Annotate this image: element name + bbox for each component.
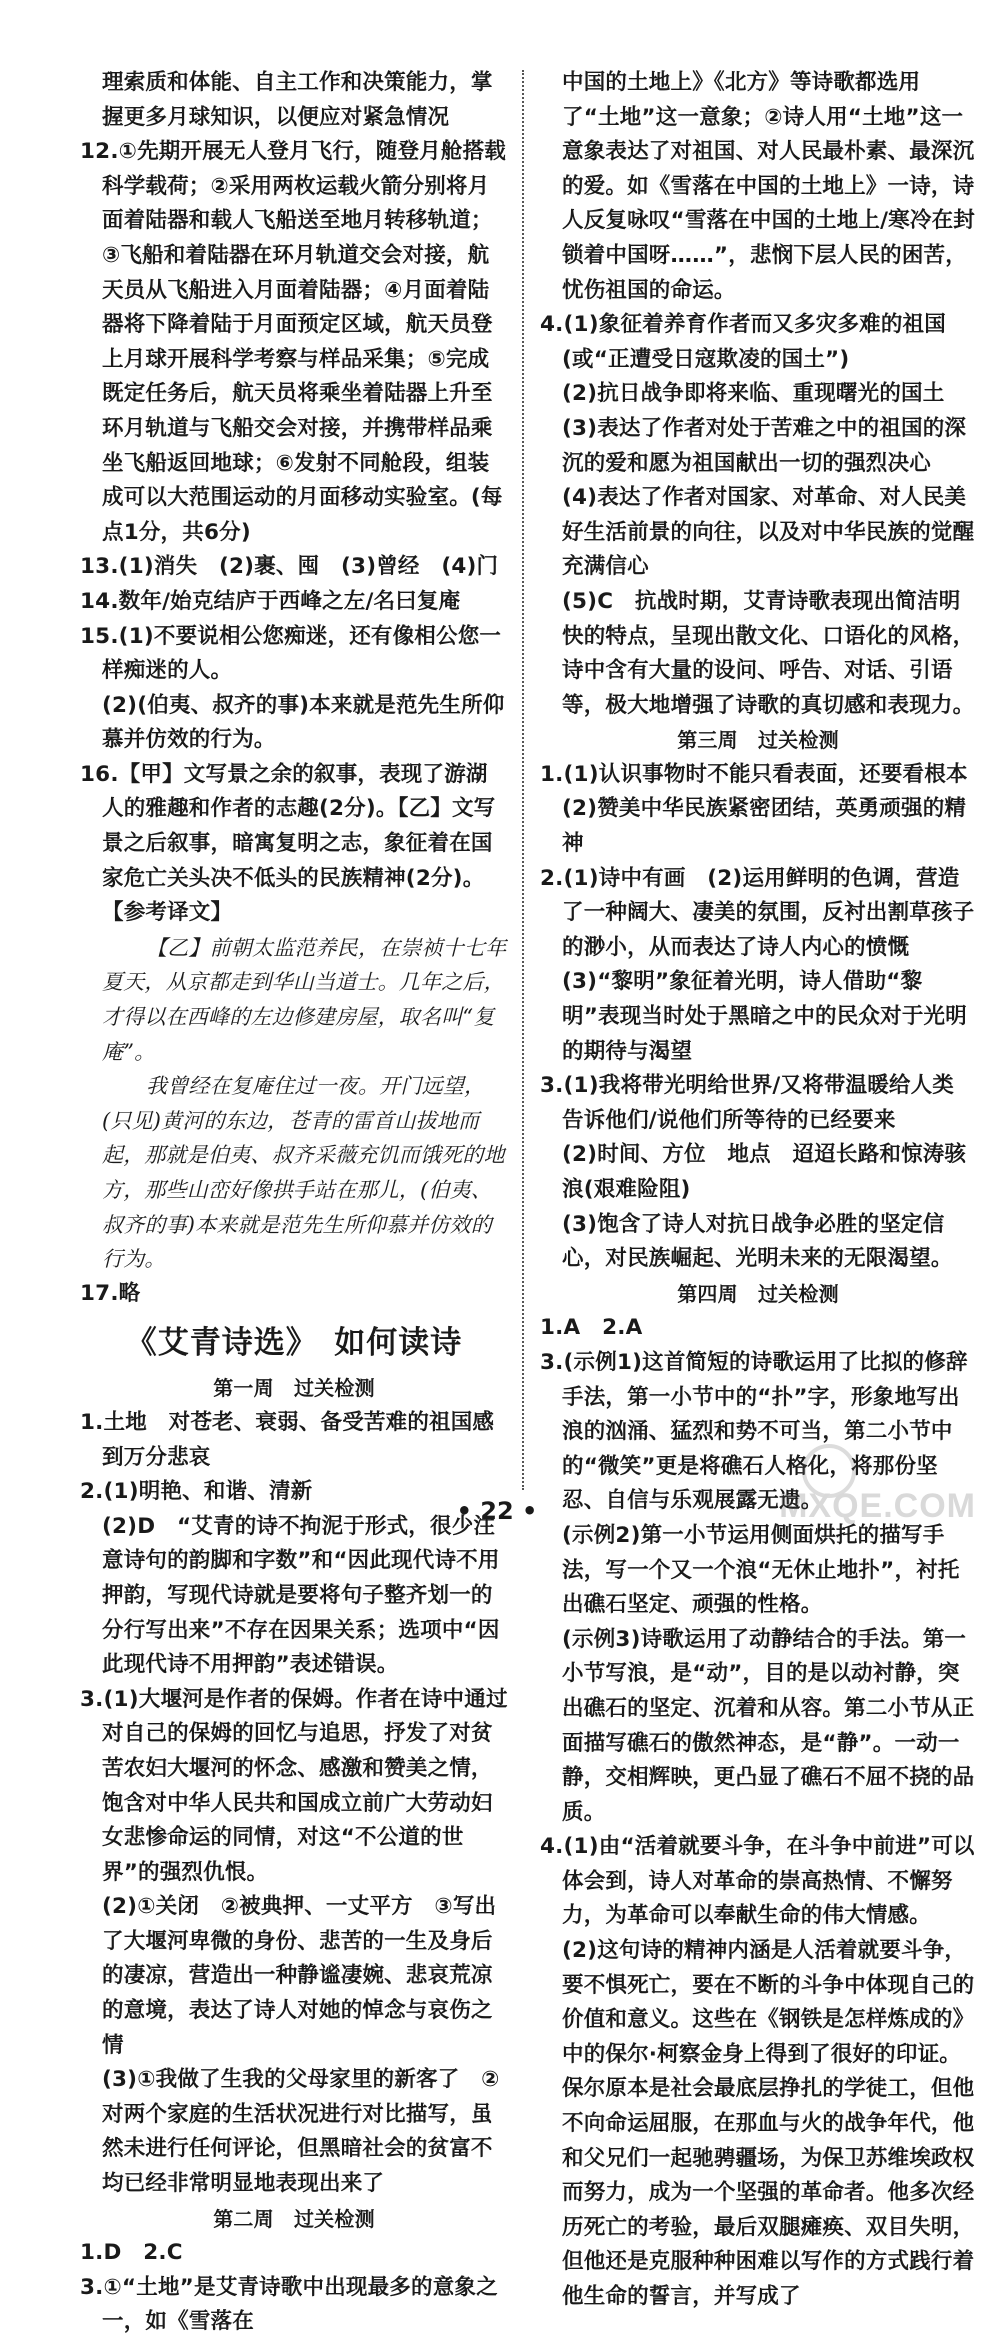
week-heading: 第四周 过关检测 <box>677 1281 839 1306</box>
translation-paragraph: 【乙】前朝太监范养民，在崇祯十七年夏天，从京都走到华山当道士。几年之后，才得以在西峰的左边修建房屋，取名叫“复庵”。 <box>102 935 507 1064</box>
translation-paragraph: 我曾经在复庵住过一夜。开门远望，(只见)黄河的东边，苍青的雷首山拔地而起，那就是伯夷、叔齐采薇充饥而饿死的地方，那些山峦好像拱手站在那儿，(伯夷、叔齐的事)本来就是范先生所仰慕并仿效的行为。 <box>102 1074 505 1272</box>
week-heading: 第一周 过关检测 <box>213 1376 375 1401</box>
paragraph: (4)表达了作者对国家、对革命、对人民美好生活前景的向往，以及对中华民族的觉醒充满信心 <box>562 485 975 580</box>
paragraph: 4.(1)由“活着就要斗争，在斗争中前进”可以体会到，诗人对革命的崇高热情、不懈努力，为革命可以奉献生命的伟大情感。 <box>540 1834 975 1929</box>
right-column <box>540 66 990 2315</box>
paragraph: 15.(1)不要说相公您痴迷，还有像相公您一样痴迷的人。 <box>80 623 502 684</box>
paragraph: 【参考译文】 <box>102 900 233 926</box>
paragraph: 2.(1)诗中有画 (2)运用鲜明的色调，营造了一种阔大、凄美的氛围，反衬出割草孩子的渺小，从而表达了诗人内心的愤慨 (3)“黎明”象征着光明，诗人借助“黎明”表现当时处于黑暗之中的民众对于光明的期待与渴望 <box>540 865 975 1064</box>
paragraph: (2)时间、方位 地点 迢迢长路和惊涛骇浪(艰难险阻) <box>562 1142 967 1202</box>
paragraph: (3)表达了作者对处于苦难之中的祖国的深沉的爱和愿为祖国献出一切的强烈决心 <box>562 415 967 476</box>
paragraph: (2)(伯夷、叔齐的事)本来就是范先生所仰慕并仿效的行为。 <box>102 692 505 753</box>
paragraph: (3)饱含了诗人对抗日战争必胜的坚定信心，对民族崛起、光明未来的无限渴望。 <box>562 1211 953 1272</box>
week-heading: 第二周 过关检测 <box>213 2206 375 2231</box>
paragraph: (2)抗日战争即将来临、重现曙光的国土 <box>562 381 945 407</box>
paragraph: (2)这句诗的精神内涵是人活着就要斗争，要不惧死亡，要在不断的斗争中体现自己的价值和意义。这些在《钢铁是怎样炼成的》中的保尔·柯察金身上得到了很好的印证。保尔原本是社会最底层挣扎的学徒工，但他不向命运屈服，在那血与火的战争年代，他和父兄们一起驰骋疆场，为保卫苏维埃政权而努力，成为一个坚强的革命者。他多次经历死亡的考验，最后双腿瘫痪、双目失明，但他还是克服种种困难以写作的方式践行着他生命的誓言，并写成了 <box>562 1938 975 2309</box>
watermark-text: MXQE.COM <box>779 1487 976 1525</box>
paragraph: 1.D 2.C <box>80 2240 183 2266</box>
paragraph: 17.略 <box>80 1280 141 1306</box>
paragraph: 理索质和体能、自主工作和决策能力，掌握更多月球知识，以便应对紧急情况 <box>102 70 493 130</box>
paragraph: 3.(示例1)这首简短的诗歌运用了比拟的修辞手法，第一小节中的“扑”字，形象地写出浪的汹涌、猛烈和势不可当，第二小节中的“微笑”更是将礁石人格化，将那份坚忍、自信与乐观展露无遗。 <box>540 1349 968 1514</box>
watermark-logo <box>746 1446 976 1526</box>
paragraph: (示例3)诗歌运用了动静结合的手法。第一小节写浪，是“动”，目的是以动衬静，突出礁石的坚定、沉着和从容。第二小节从正面描写礁石的傲然神态，是“静”。一动一静，交相辉映，更凸显了礁石不屈不挠的品质。 <box>562 1626 975 1825</box>
paragraph: 12.①先期开展无人登月飞行，随登月舱搭载科学载荷；②采用两枚运载火箭分别将月面着陆器和载人飞船送至地月转移轨道；③飞船和着陆器在环月轨道交会对接，航天员从飞船进入月面着陆器；④月面着陆器将下降着陆于月面预定区域，航天员登上月球开展科学考察与样品采集；⑤完成既定任务后，航天员将乘坐着陆器上升至环月轨道与飞船交会对接，并携带样品乘坐飞船返回地球；⑥发射不同舱段，组装成可以大范围运动的月面移动实验室。(每点1分，共6分) <box>80 139 506 545</box>
paragraph: 14.数年/始克结庐于西峰之左/名曰复庵 <box>80 588 461 614</box>
paragraph: (示例2)第一小节运用侧面烘托的描写手法，写一个又一个浪“无休止地扑”，衬托出礁石坚定、顽强的性格。 <box>562 1522 960 1618</box>
column-divider <box>522 70 524 1490</box>
paragraph: 3.①“土地”是艾青诗歌中出现最多的意象之一，如《雪落在 <box>80 2274 498 2335</box>
paragraph: (3)①我做了生我的父母家里的新客了 ②对两个家庭的生活状况进行对比描写，虽然未进行任何评论，但黑暗社会的贫富不均已经非常明显地表现出来了 <box>102 2067 500 2197</box>
page-number: • 22 • <box>456 1497 538 1525</box>
week-heading: 第三周 过关检测 <box>677 728 839 753</box>
paragraph: (2)①关闭 ②被典押、一丈平方 ③写出了大堰河卑微的身份、悲苦的一生及身后的凄凉，营造出一种静谧凄婉、悲哀荒凉的意境，表达了诗人对她的悼念与哀伤之情 <box>102 1894 497 2058</box>
paragraph: 3.(1)我将带光明给世界/又将带温暖给人类 告诉他们/说他们所等待的已经要来 <box>540 1073 976 1133</box>
paragraph: 3.(1)大堰河是作者的保姆。作者在诗中通过对自己的保姆的回忆与追思，抒发了对贫苦农妇大堰河的怀念、感激和赞美之情，饱含对中华人民共和国成立前广大劳动妇女悲惨命运的同情，对这“不公道的世界”的强烈仇恨。 <box>80 1686 508 1885</box>
paragraph: 4.(1)象征着养育作者而又多灾多难的祖国(或“正遭受日寇欺凌的国土”) <box>540 312 946 372</box>
paragraph: 1.土地 对苍老、衰弱、备受苦难的祖国感到万分悲哀 <box>80 1409 495 1470</box>
paragraph: (2)D “艾青的诗不拘泥于形式，很少注意诗句的韵脚和字数”和“因此现代诗不用押韵，写现代诗就是要将句子整齐划一的分行写出来”不存在因果关系；选项中“因此现代诗不用押韵”表述错误。 <box>102 1513 500 1678</box>
section-title: 《艾青诗选》 如何读诗 <box>125 1325 463 1362</box>
paragraph: 2.(1)明艳、和谐、清新 <box>80 1479 313 1505</box>
paragraph: 16.【甲】文写景之余的叙事，表现了游湖人的雅趣和作者的志趣(2分)。【乙】文写景之后叙事，暗寓复明之志，象征着在国家危亡关头决不低头的民族精神(2分)。 <box>80 761 496 891</box>
paragraph: 中国的土地上》《北方》等诗歌都选用了“土地”这一意象；②诗人用“土地”这一意象表达了对祖国、对人民最朴素、最深沉的爱。如《雪落在中国的土地上》一诗，诗人反复咏叹“雪落在中国的土地上/寒冷在封锁着中国呀……”，悲悯下层人民的困苦，忧伤祖国的命运。 <box>562 70 975 303</box>
paragraph: 1.(1)认识事物时不能只看表面，还要看根本 (2)赞美中华民族紧密团结，英勇顽强的精神 <box>540 761 990 857</box>
paragraph: 1.A 2.A <box>540 1315 643 1341</box>
paragraph: 13.(1)消失 (2)裹、囤 (3)曾经 (4)门 <box>80 554 499 580</box>
paragraph: (5)C 抗战时期，艾青诗歌表现出简洁明快的特点，呈现出散文化、口语化的风格，诗中含有大量的设问、呼告、对话、引语等，极大地增强了诗歌的真切感和表现力。 <box>562 588 975 718</box>
left-column <box>80 66 508 2340</box>
